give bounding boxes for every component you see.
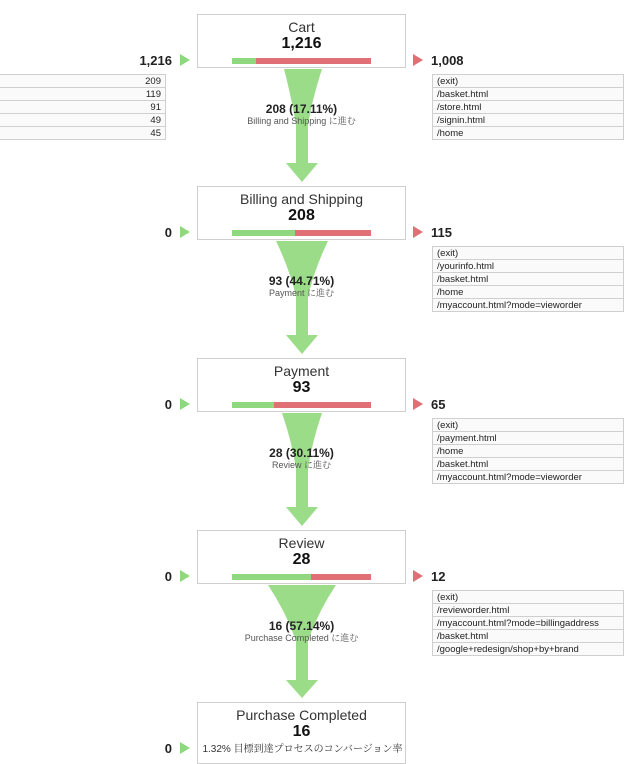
conversion-count: 16 (57.14%) <box>268 619 335 633</box>
step-name: Purchase Completed <box>236 707 367 723</box>
exit-page[interactable]: /myaccount.html?mode=vieworder <box>433 471 624 484</box>
step-name: Payment <box>273 363 330 379</box>
source-count: 91 <box>0 101 166 114</box>
entrance-arrow-icon <box>180 742 190 754</box>
exit-pages-table <box>432 418 624 484</box>
step-entrances: 1,216 <box>139 53 172 68</box>
exit-arrow-icon <box>413 54 423 66</box>
exit-page[interactable]: /home <box>433 127 624 140</box>
goal-conversion-rate: 1.32% 目標到達プロセスのコンバージョン率 <box>202 744 403 755</box>
exit-pages-table <box>432 74 624 140</box>
exit-arrow-icon <box>413 226 423 238</box>
conversion-label <box>197 446 406 471</box>
step-exits: 12 <box>431 569 446 584</box>
source-count: 49 <box>0 114 166 127</box>
exit-page[interactable]: /google+redesign/shop+by+brand <box>433 643 624 656</box>
conversion-subtext: Billing and Shipping に進む <box>247 116 356 126</box>
exit-page[interactable]: /basket.html <box>433 458 624 471</box>
step-exits: 65 <box>431 397 446 412</box>
step-entrances: 0 <box>164 569 172 584</box>
step-exits: 115 <box>431 225 452 240</box>
exit-arrow-icon <box>413 570 423 582</box>
step-value: 28 <box>292 551 311 568</box>
step-value: 208 <box>288 207 315 224</box>
step-value: 93 <box>292 379 311 396</box>
entrance-arrow-icon <box>180 398 190 410</box>
exit-page[interactable]: /home <box>433 286 624 299</box>
conversion-count: 208 (17.11%) <box>265 102 338 116</box>
step-progress-bar <box>232 574 371 580</box>
step-name: Billing and Shipping <box>240 191 363 207</box>
exit-page[interactable]: (exit) <box>433 591 624 604</box>
exit-arrow-icon <box>413 398 423 410</box>
entrance-arrow-icon <box>180 54 190 66</box>
funnel-step-cart[interactable] <box>197 14 406 68</box>
funnel-step-payment[interactable] <box>197 358 406 412</box>
exit-page[interactable]: /myaccount.html?mode=billingaddress <box>433 617 624 630</box>
funnel-step-purchase[interactable] <box>197 702 406 764</box>
source-count: 119 <box>0 88 166 101</box>
step-entrances: 0 <box>164 225 172 240</box>
exit-page[interactable]: (exit) <box>433 247 624 260</box>
step-value: 1,216 <box>281 35 322 52</box>
source-count: 209 <box>0 75 166 88</box>
exit-page[interactable]: /yourinfo.html <box>433 260 624 273</box>
exit-pages-table <box>432 590 624 656</box>
conversion-label <box>197 619 406 644</box>
exit-page[interactable]: /home <box>433 445 624 458</box>
conversion-label <box>197 274 406 299</box>
step-entrances: 0 <box>164 741 172 756</box>
funnel-step-billing[interactable] <box>197 186 406 240</box>
entrance-arrow-icon <box>180 570 190 582</box>
exit-page[interactable]: /basket.html <box>433 273 624 286</box>
exit-page[interactable]: /signin.html <box>433 114 624 127</box>
step-exits: 1,008 <box>431 53 464 68</box>
funnel-step-review[interactable] <box>197 530 406 584</box>
exit-pages-table <box>432 246 624 312</box>
exit-page[interactable]: /myaccount.html?mode=vieworder <box>433 299 624 312</box>
conversion-subtext: Purchase Completed に進む <box>244 633 359 643</box>
exit-page[interactable]: /payment.html <box>433 432 624 445</box>
source-count: 45 <box>0 127 166 140</box>
exit-page[interactable]: /basket.html <box>433 88 624 101</box>
cart-sources-table <box>0 74 166 140</box>
step-name: Review <box>278 535 325 551</box>
exit-page[interactable]: (exit) <box>433 419 624 432</box>
step-name: Cart <box>288 19 315 35</box>
conversion-count: 93 (44.71%) <box>268 274 335 288</box>
exit-page[interactable]: /revieworder.html <box>433 604 624 617</box>
conversion-subtext: Payment に進む <box>268 288 335 298</box>
step-progress-bar <box>232 230 371 236</box>
exit-page[interactable]: (exit) <box>433 75 624 88</box>
exit-page[interactable]: /basket.html <box>433 630 624 643</box>
exit-page[interactable]: /store.html <box>433 101 624 114</box>
entrance-arrow-icon <box>180 226 190 238</box>
step-value: 16 <box>292 723 311 740</box>
step-entrances: 0 <box>164 397 172 412</box>
conversion-label <box>197 102 406 127</box>
conversion-subtext: Review に進む <box>271 460 331 470</box>
conversion-count: 28 (30.11%) <box>269 446 334 460</box>
step-progress-bar <box>232 402 371 408</box>
step-progress-bar <box>232 58 371 64</box>
